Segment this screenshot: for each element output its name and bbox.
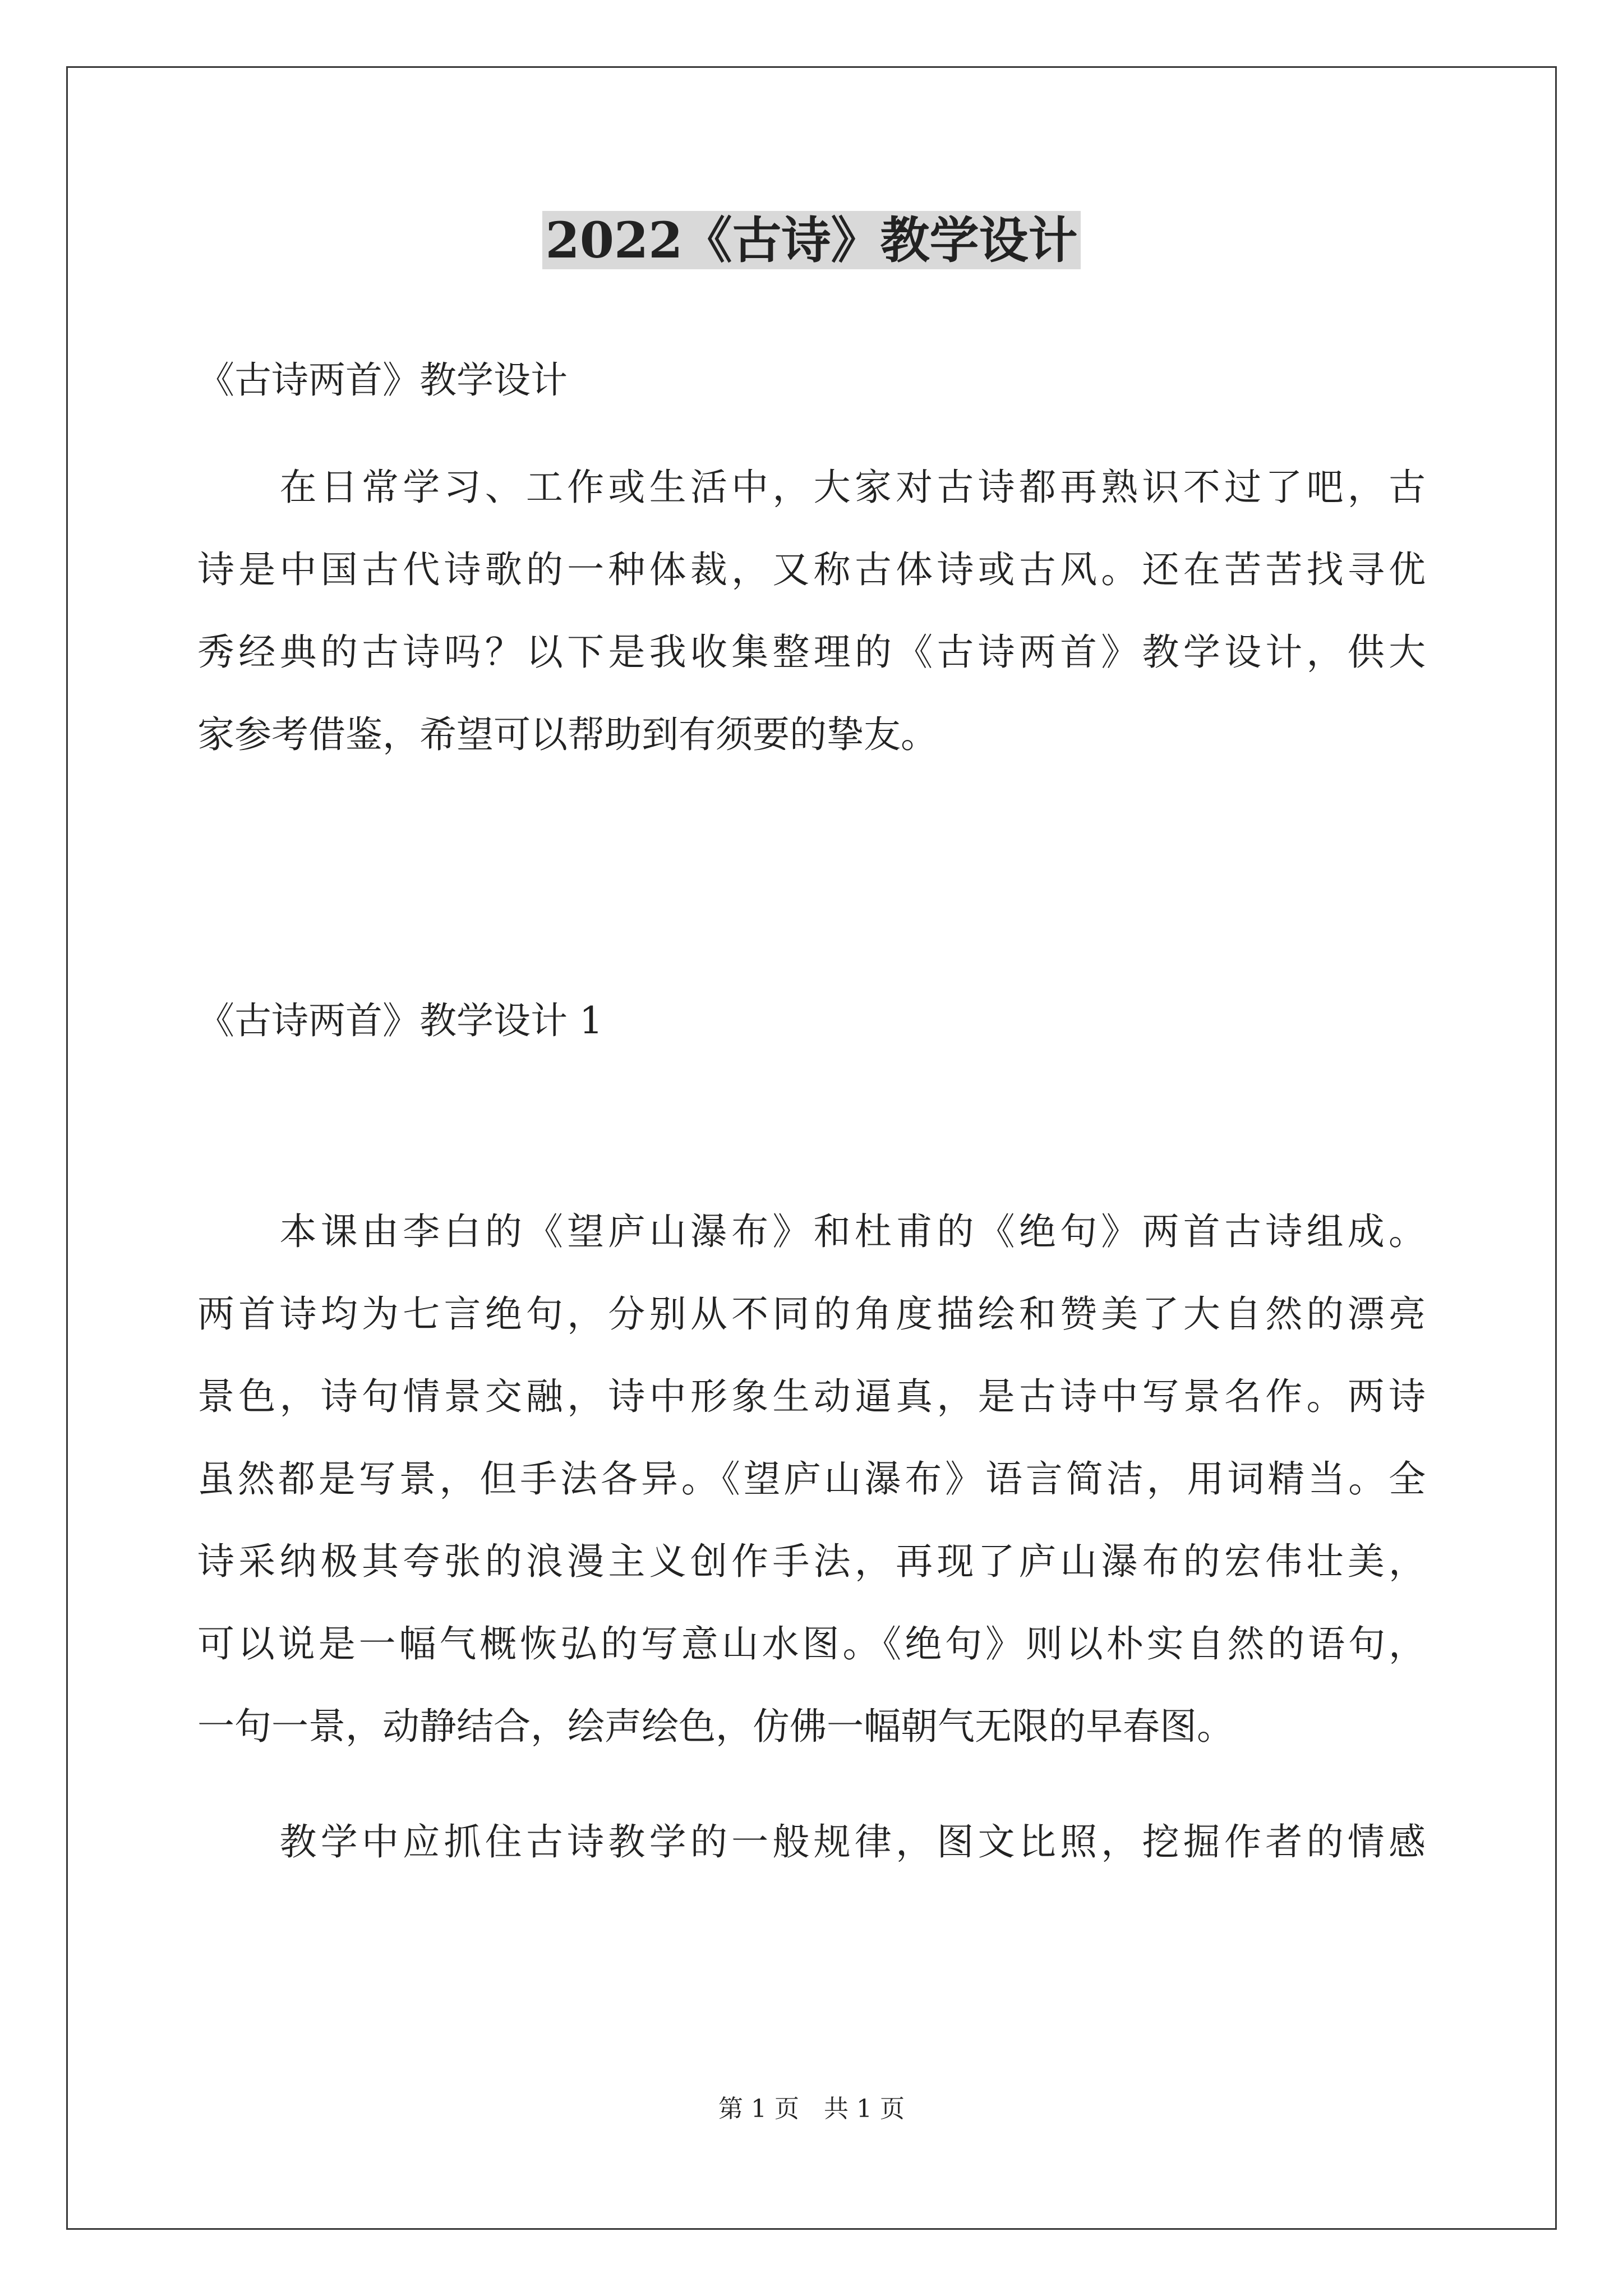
body-line: 本课由李白的《望庐山瀑布》和杜甫的《绝句》两首古诗组成。 bbox=[197, 1210, 1426, 1253]
body-line: 景色，诗句情景交融，诗中形象生动逼真，是古诗中写景名作。两诗 bbox=[197, 1375, 1426, 1418]
section-heading: 《古诗两首》教学设计 1 bbox=[197, 999, 603, 1042]
document-subtitle: 《古诗两首》教学设计 bbox=[197, 358, 568, 402]
document-title-text: 2022《古诗》教学设计 bbox=[542, 211, 1081, 269]
intro-line: 家参考借鉴，希望可以帮助到有须要的挚友。 bbox=[197, 713, 938, 756]
body-line: 一句一景，动静结合，绘声绘色，仿佛一幅朝气无限的早春图。 bbox=[197, 1705, 1234, 1748]
body-line: 两首诗均为七言绝句，分别从不同的角度描绘和赞美了大自然的漂亮 bbox=[197, 1292, 1426, 1336]
intro-paragraph bbox=[197, 446, 1426, 776]
intro-line: 秀经典的古诗吗？以下是我收集整理的《古诗两首》教学设计，供大 bbox=[197, 631, 1426, 674]
final-line: 教学中应抓住古诗教学的一般规律，图文比照，挖掘作者的情感 bbox=[197, 1820, 1426, 1864]
intro-line: 诗是中国古代诗歌的一种体裁，又称古体诗或古风。还在苦苦找寻优 bbox=[197, 548, 1426, 591]
body-line: 可以说是一幅气概恢弘的写意山水图。《绝句》则以朴实自然的语句， bbox=[197, 1622, 1426, 1665]
body-paragraph bbox=[197, 1190, 1426, 1768]
final-paragraph bbox=[197, 1801, 1426, 1883]
page-footer: 第 1 页 共 1 页 bbox=[718, 2095, 905, 2123]
body-line: 虽然都是写景，但手法各异。《望庐山瀑布》语言简洁，用词精当。全 bbox=[197, 1457, 1426, 1501]
intro-line: 在日常学习、工作或生活中，大家对古诗都再熟识不过了吧，古 bbox=[197, 466, 1426, 509]
document-title bbox=[0, 201, 1623, 279]
body-line: 诗采纳极其夸张的浪漫主义创作手法，再现了庐山瀑布的宏伟壮美， bbox=[197, 1540, 1426, 1583]
